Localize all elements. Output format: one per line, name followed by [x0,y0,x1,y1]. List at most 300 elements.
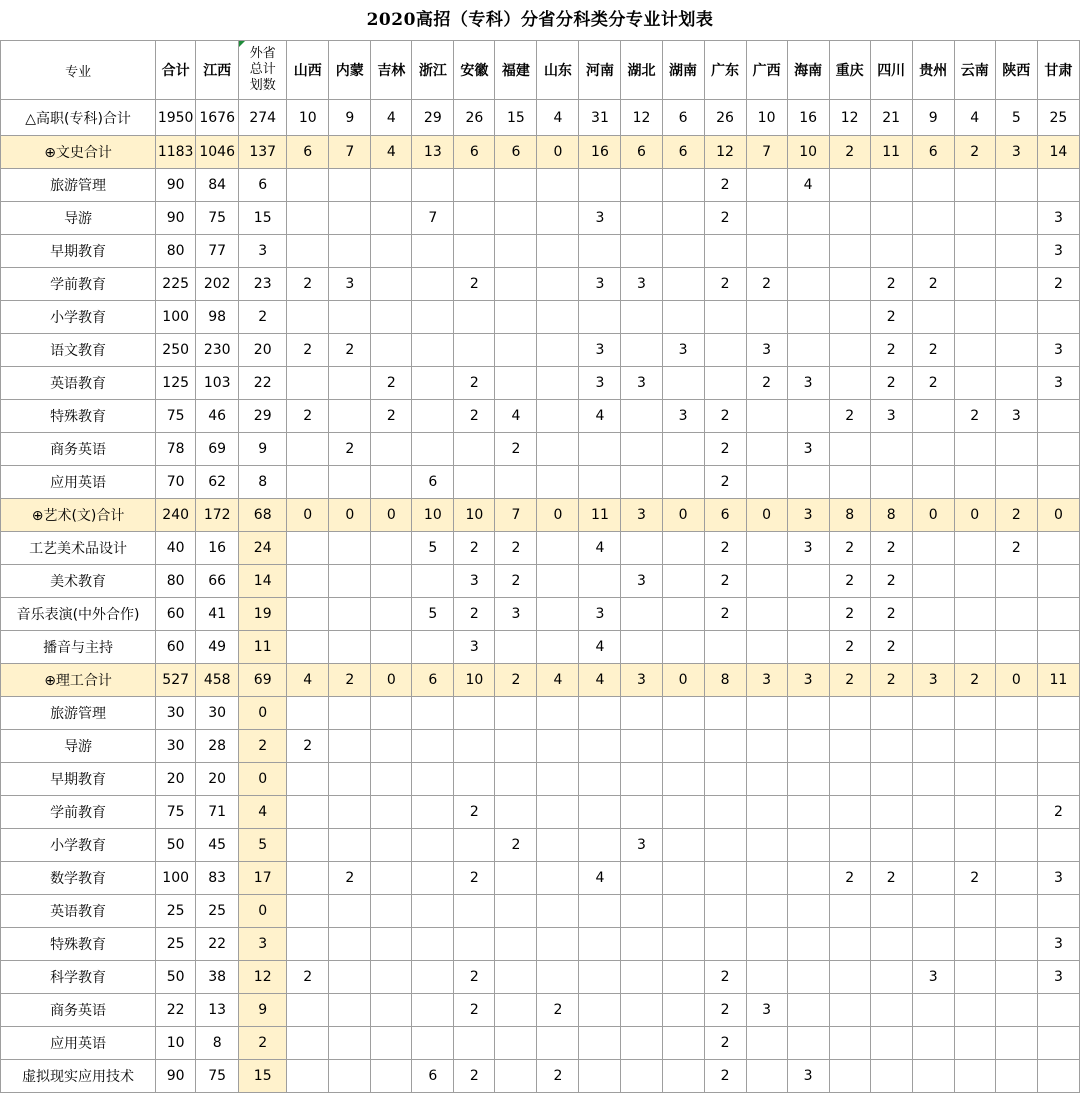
province-cell: 2 [454,1060,495,1093]
province-cell [579,994,621,1027]
province-cell: 3 [1037,961,1079,994]
province-cell: 2 [371,400,412,433]
province-cell [954,895,995,928]
province-cell [287,202,329,235]
province-cell [371,598,412,631]
total-cell: 78 [156,433,196,466]
province-cell [912,862,954,895]
province-cell [746,433,787,466]
jiangxi-cell: 84 [196,169,239,202]
province-cell [662,895,704,928]
header-province: 重庆 [829,41,870,100]
province-cell: 2 [870,268,912,301]
province-cell [746,598,787,631]
province-cell [495,1060,537,1093]
province-cell [787,697,829,730]
province-cell [329,367,371,400]
province-cell [329,565,371,598]
major-name-cell: 早期教育 [1,763,156,796]
jiangxi-cell: 30 [196,697,239,730]
province-cell: 4 [537,664,579,697]
total-cell: 100 [156,301,196,334]
province-cell [495,367,537,400]
province-cell [537,829,579,862]
province-cell [787,334,829,367]
province-cell [912,1027,954,1060]
other-provinces-cell: 12 [239,961,287,994]
province-cell [454,697,495,730]
province-cell [537,367,579,400]
province-cell [954,466,995,499]
province-cell: 2 [287,334,329,367]
province-cell [412,565,454,598]
other-provinces-cell: 15 [239,202,287,235]
jiangxi-cell: 38 [196,961,239,994]
province-cell: 2 [829,862,870,895]
province-cell [371,235,412,268]
province-cell [829,994,870,1027]
province-cell [1037,1060,1079,1093]
province-cell [954,301,995,334]
major-name-cell: 工艺美术品设计 [1,532,156,565]
other-provinces-cell: 8 [239,466,287,499]
province-cell: 8 [829,499,870,532]
total-cell: 40 [156,532,196,565]
major-name-cell: 应用英语 [1,1027,156,1060]
province-cell: 3 [579,367,621,400]
province-cell [829,829,870,862]
province-cell [746,829,787,862]
province-cell [412,400,454,433]
total-cell: 60 [156,631,196,664]
province-cell [704,829,746,862]
province-cell [912,730,954,763]
province-cell [704,928,746,961]
province-cell [579,928,621,961]
province-cell [912,796,954,829]
province-cell [579,763,621,796]
province-cell [287,433,329,466]
province-cell [287,928,329,961]
table-row [1,796,1080,829]
province-cell [287,862,329,895]
header-province: 河南 [579,41,621,100]
major-name-cell: 学前教育 [1,796,156,829]
province-cell [746,961,787,994]
province-cell [621,961,662,994]
province-cell [495,796,537,829]
header-province: 湖北 [621,41,662,100]
total-cell: 1183 [156,136,196,169]
province-cell: 10 [454,664,495,697]
province-cell [662,565,704,598]
province-cell: 7 [746,136,787,169]
province-cell [537,334,579,367]
province-cell [746,169,787,202]
province-cell [995,202,1037,235]
province-cell [412,730,454,763]
province-cell [371,532,412,565]
table-row [1,169,1080,202]
province-cell: 2 [870,532,912,565]
jiangxi-cell: 49 [196,631,239,664]
province-cell: 2 [829,664,870,697]
province-cell [287,895,329,928]
province-cell [371,202,412,235]
province-cell [746,1060,787,1093]
province-cell [454,433,495,466]
province-cell [746,400,787,433]
province-cell [787,895,829,928]
major-name-cell: 虚拟现实应用技术 [1,1060,156,1093]
jiangxi-cell: 45 [196,829,239,862]
jiangxi-cell: 230 [196,334,239,367]
province-cell [995,697,1037,730]
page-title: 2020高招（专科）分省分科类分专业计划表 [366,10,714,30]
province-cell [537,598,579,631]
province-cell [495,202,537,235]
province-cell [829,235,870,268]
province-cell [995,994,1037,1027]
major-name-cell: 旅游管理 [1,697,156,730]
province-cell [287,697,329,730]
province-cell [704,730,746,763]
province-cell [412,169,454,202]
province-cell [329,202,371,235]
table-row [1,862,1080,895]
jiangxi-cell: 75 [196,202,239,235]
province-cell: 0 [954,499,995,532]
province-cell [870,235,912,268]
province-cell [954,1060,995,1093]
province-cell: 2 [704,268,746,301]
province-cell [870,796,912,829]
province-cell [746,301,787,334]
province-cell: 4 [495,400,537,433]
total-cell: 80 [156,565,196,598]
province-cell: 10 [412,499,454,532]
province-cell [870,1027,912,1060]
header-province: 山西 [287,41,329,100]
province-cell: 25 [1037,100,1079,136]
province-cell [495,1027,537,1060]
province-cell: 2 [704,961,746,994]
province-cell [537,169,579,202]
province-cell: 12 [621,100,662,136]
province-cell [912,928,954,961]
header-total: 合计 [156,41,196,100]
major-name-cell: 美术教育 [1,565,156,598]
province-cell: 4 [537,100,579,136]
province-cell [329,1027,371,1060]
province-cell: 2 [912,367,954,400]
total-cell: 90 [156,1060,196,1093]
province-cell [662,1027,704,1060]
province-cell: 8 [870,499,912,532]
province-cell [537,532,579,565]
province-cell: 13 [412,136,454,169]
major-name-cell: 科学教育 [1,961,156,994]
province-cell: 2 [746,367,787,400]
table-row [1,961,1080,994]
total-cell: 25 [156,928,196,961]
province-cell [829,367,870,400]
province-cell [787,400,829,433]
province-cell [662,268,704,301]
province-cell: 2 [870,334,912,367]
province-cell: 2 [912,268,954,301]
province-cell [329,466,371,499]
header-other-line-1: 外省 [249,46,276,61]
province-cell [287,235,329,268]
province-cell [954,367,995,400]
province-cell [954,334,995,367]
province-cell: 2 [704,169,746,202]
province-cell [371,697,412,730]
province-cell [787,928,829,961]
province-cell [662,169,704,202]
province-cell [412,829,454,862]
jiangxi-cell: 202 [196,268,239,301]
province-cell [329,598,371,631]
province-cell: 5 [412,598,454,631]
jiangxi-cell: 1676 [196,100,239,136]
table-row [1,697,1080,730]
province-cell: 0 [912,499,954,532]
other-provinces-cell: 9 [239,994,287,1027]
province-cell [662,928,704,961]
province-cell [495,862,537,895]
province-cell [954,565,995,598]
province-cell: 2 [454,268,495,301]
province-cell [412,895,454,928]
subtotal-row [1,136,1080,169]
province-cell: 3 [1037,367,1079,400]
province-cell [787,730,829,763]
province-cell [412,1027,454,1060]
jiangxi-cell: 458 [196,664,239,697]
province-cell: 2 [704,1027,746,1060]
province-cell [495,268,537,301]
major-name-cell: △高职(专科)合计 [1,100,156,136]
province-cell [412,994,454,1027]
province-cell: 3 [662,400,704,433]
province-cell [537,433,579,466]
jiangxi-cell: 46 [196,400,239,433]
province-cell [704,631,746,664]
province-cell [662,235,704,268]
province-cell: 0 [537,136,579,169]
province-cell [371,1027,412,1060]
table-body [1,100,1080,1093]
province-cell: 3 [870,400,912,433]
province-cell: 6 [412,466,454,499]
province-cell [537,235,579,268]
province-cell [829,928,870,961]
province-cell [371,730,412,763]
province-cell [329,1060,371,1093]
province-cell: 2 [287,961,329,994]
province-cell [329,235,371,268]
province-cell: 15 [495,100,537,136]
province-cell: 6 [454,136,495,169]
province-cell [579,895,621,928]
province-cell: 11 [1037,664,1079,697]
province-cell: 7 [495,499,537,532]
jiangxi-cell: 25 [196,895,239,928]
total-cell: 50 [156,829,196,862]
province-cell [1037,697,1079,730]
province-cell: 3 [579,598,621,631]
province-cell [912,466,954,499]
province-cell: 0 [662,664,704,697]
table-row [1,334,1080,367]
province-cell [412,928,454,961]
header-other-line-3: 划数 [249,78,276,93]
province-cell [995,169,1037,202]
province-cell: 2 [329,664,371,697]
province-cell [870,202,912,235]
province-cell: 2 [454,961,495,994]
province-cell [704,895,746,928]
province-cell: 4 [579,532,621,565]
province-cell [621,895,662,928]
province-cell [870,169,912,202]
province-cell: 6 [495,136,537,169]
province-cell [829,697,870,730]
province-cell [829,433,870,466]
province-cell [579,466,621,499]
province-cell [537,895,579,928]
province-cell [621,697,662,730]
province-cell: 3 [746,994,787,1027]
province-cell [829,466,870,499]
total-cell: 50 [156,961,196,994]
jiangxi-cell: 13 [196,994,239,1027]
province-cell [287,532,329,565]
header-province: 贵州 [912,41,954,100]
province-cell [621,598,662,631]
province-cell: 2 [371,367,412,400]
header-province: 广西 [746,41,787,100]
province-cell [995,829,1037,862]
province-cell [995,1060,1037,1093]
province-cell [870,928,912,961]
province-cell [537,928,579,961]
province-cell [995,895,1037,928]
province-cell [662,466,704,499]
province-cell [1037,301,1079,334]
province-cell: 0 [746,499,787,532]
province-cell [704,763,746,796]
province-cell [412,961,454,994]
province-cell: 4 [787,169,829,202]
major-name-cell: 旅游管理 [1,169,156,202]
province-cell [870,895,912,928]
province-cell [995,598,1037,631]
province-cell [579,433,621,466]
province-cell [912,565,954,598]
other-provinces-cell: 0 [239,895,287,928]
province-cell: 8 [704,664,746,697]
province-cell: 6 [912,136,954,169]
province-cell: 3 [495,598,537,631]
major-name-cell: 英语教育 [1,895,156,928]
province-cell [829,268,870,301]
province-cell [371,796,412,829]
table-row [1,1027,1080,1060]
province-cell [287,631,329,664]
total-cell: 240 [156,499,196,532]
province-cell: 3 [1037,235,1079,268]
province-cell [454,235,495,268]
province-cell [1037,994,1079,1027]
province-cell: 2 [495,829,537,862]
table-row [1,202,1080,235]
province-cell [621,334,662,367]
province-cell [995,1027,1037,1060]
province-cell: 2 [704,466,746,499]
province-cell [621,466,662,499]
jiangxi-cell: 98 [196,301,239,334]
province-cell: 5 [995,100,1037,136]
table-row [1,631,1080,664]
province-cell [995,367,1037,400]
province-cell [537,301,579,334]
plan-table [0,40,1080,1093]
jiangxi-cell: 103 [196,367,239,400]
province-cell [912,994,954,1027]
province-cell: 4 [954,100,995,136]
header-province: 四川 [870,41,912,100]
province-cell [579,169,621,202]
province-cell [954,631,995,664]
province-cell [371,334,412,367]
jiangxi-cell: 77 [196,235,239,268]
province-cell: 2 [454,532,495,565]
province-cell [621,796,662,829]
province-cell [412,862,454,895]
province-cell: 0 [329,499,371,532]
province-cell: 2 [495,532,537,565]
province-cell: 12 [704,136,746,169]
province-cell [454,169,495,202]
table-row [1,301,1080,334]
province-cell: 4 [371,136,412,169]
province-cell: 3 [579,268,621,301]
province-cell [746,895,787,928]
province-cell: 10 [746,100,787,136]
province-cell [870,829,912,862]
province-cell [287,1027,329,1060]
other-provinces-cell: 11 [239,631,287,664]
jiangxi-cell: 28 [196,730,239,763]
other-provinces-cell: 0 [239,697,287,730]
province-cell: 3 [621,367,662,400]
province-cell [912,697,954,730]
province-cell: 2 [829,598,870,631]
province-cell [371,631,412,664]
province-cell: 3 [787,499,829,532]
province-cell [412,268,454,301]
province-cell: 2 [704,994,746,1027]
province-cell: 0 [371,499,412,532]
province-cell [746,763,787,796]
province-cell [287,796,329,829]
province-cell [621,169,662,202]
major-name-cell: 小学教育 [1,829,156,862]
province-cell [662,367,704,400]
